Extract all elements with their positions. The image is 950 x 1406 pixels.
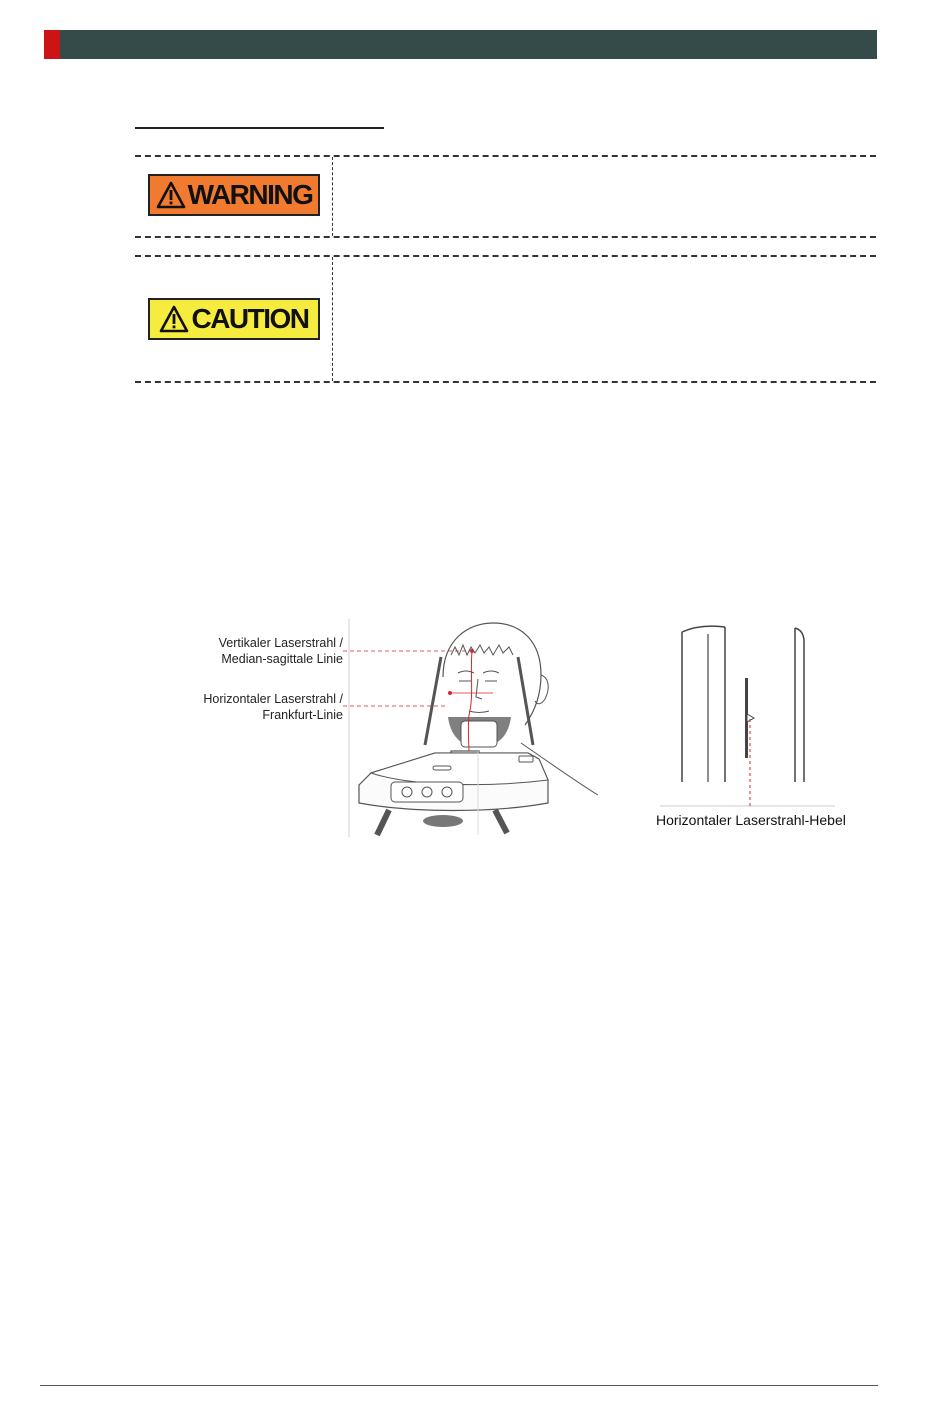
- laser-lever-illustration: [660, 622, 850, 812]
- horizontal-laser-label: [150, 691, 343, 723]
- header-bar: [44, 30, 877, 59]
- horizontal-laser-label-line1: Horizontaler Laserstrahl /: [203, 692, 343, 706]
- section-title-underline: [135, 127, 384, 129]
- patient-positioning-illustration: [343, 615, 603, 839]
- notice-divider: [332, 157, 333, 236]
- caution-notice: [135, 255, 876, 383]
- warning-triangle-icon: [156, 181, 186, 209]
- footer-rule: [40, 1385, 878, 1386]
- header-accent: [44, 30, 60, 59]
- vertical-laser-label-line2: Median-sagittale Linie: [221, 652, 343, 666]
- notice-border-bottom: [135, 236, 876, 238]
- notice-border-top: [135, 155, 876, 157]
- lever-caption: Horizontaler Laserstrahl-Hebel: [656, 812, 846, 828]
- notice-border-top: [135, 255, 876, 257]
- warning-label: WARNING: [187, 179, 313, 210]
- caution-badge: [148, 298, 320, 340]
- vertical-laser-label-line1: Vertikaler Laserstrahl /: [218, 636, 343, 650]
- caution-label: CAUTION: [191, 303, 309, 334]
- warning-notice: [135, 155, 876, 238]
- notice-divider: [332, 257, 333, 381]
- horizontal-laser-label-line2: Frankfurt-Linie: [262, 708, 343, 722]
- warning-triangle-icon: [159, 305, 189, 333]
- warning-badge: [148, 174, 320, 216]
- notice-border-bottom: [135, 381, 876, 383]
- vertical-laser-label: [150, 635, 343, 667]
